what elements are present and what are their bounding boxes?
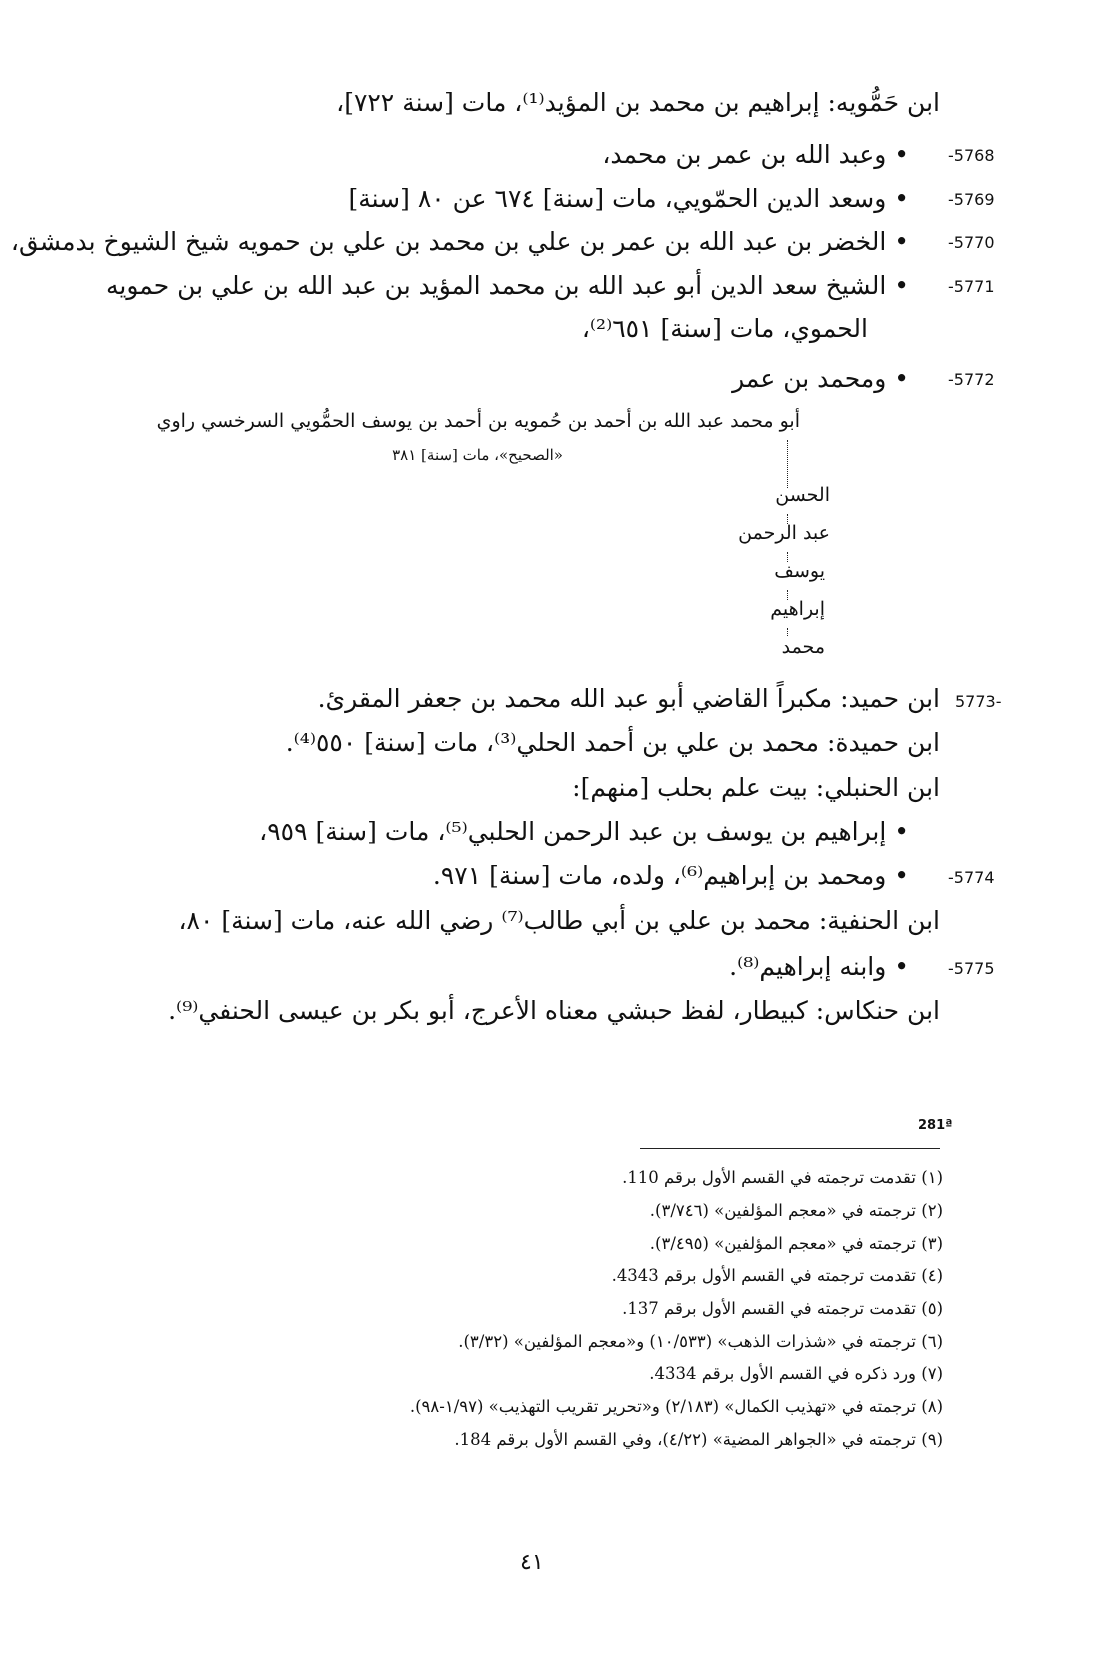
entry-number: 5773- [955,692,1002,711]
entry-number: -5770 [948,233,995,252]
tree-node: عبد الرحمن [738,522,830,544]
entry-ibn-humayd: ابن حميد: مكبراً القاضي أبو عبد الله محمد بن جعفر المقرئ. [317,684,940,713]
tree-connector [787,440,788,488]
footnote: (٤) تقدمت ترجمته في القسم الأول برقم 4343. [611,1266,943,1285]
footnote: (٩) ترجمته في «الجواهر المضية» (٤/٢٢)، وفي القسم الأول برقم 184. [454,1430,943,1449]
entry-line: • وابنه إبراهيم⁽⁸⁾. [729,952,909,981]
tree-root-note: «الصحيح»، مات [سنة] ٣٨١ [392,446,563,464]
tree-node: محمد [781,636,825,658]
tree-node: إبراهيم [770,598,825,620]
tree-connector [787,628,788,636]
entry-line: • ومحمد بن عمر [732,364,909,393]
entry-number: -5774 [948,868,995,887]
footnote: (٨) ترجمته في «تهذيب الكمال» (٢/١٨٣) و«تحرير تقريب التهذيب» (١/٩٧-٩٨). [409,1397,943,1416]
entry-number: -5772 [948,370,995,389]
entry-line: • الشيخ سعد الدين أبو عبد الله بن محمد المؤيد بن عبد الله بن علي بن حمويه [105,271,909,300]
entry-number: -5775 [948,959,995,978]
footnote: (١) تقدمت ترجمته في القسم الأول برقم 110. [622,1168,943,1187]
footnote: (٦) ترجمته في «شذرات الذهب» (١٠/٥٣٣) و«معجم المؤلفين» (٣/٣٢). [458,1332,943,1351]
entry-ibn-hankas: ابن حنكاس: كبيطار، لفظ حبشي معناه الأعرج، أبو بكر بن عيسى الحنفي⁽⁹⁾. [168,996,940,1025]
tree-node: يوسف [774,560,825,582]
footnote: (٥) تقدمت ترجمته في القسم الأول برقم 137. [622,1299,943,1318]
footnote: (٧) ورد ذكره في القسم الأول برقم 4334. [649,1364,943,1383]
entry-number: -5769 [948,190,995,209]
entry-line: • إبراهيم بن يوسف بن عبد الرحمن الحلبي⁽⁵⁾، مات [سنة] ٩٥٩، [259,817,909,846]
entry-line-continuation: الحموي، مات [سنة] ٦٥١⁽²⁾، [581,314,868,343]
tree-node: الحسن [775,484,830,506]
footnote-separator [640,1148,940,1149]
footnote: (٢) ترجمته في «معجم المؤلفين» (٣/٧٤٦). [649,1201,943,1220]
entry-line: • وعبد الله بن عمر بن محمد، [602,140,909,169]
entry-number: -5768 [948,146,995,165]
folio-marker: 281ª [918,1118,953,1133]
tree-root: أبو محمد عبد الله بن أحمد بن حُمويه بن أحمد بن يوسف الحمُّويي السرخسي راوي [156,410,800,432]
entry-ibn-al-hanafiyyah: ابن الحنفية: محمد بن علي بن أبي طالب⁽⁷⁾ رضي الله عنه، مات [سنة] ٨٠، [178,906,940,935]
entry-line: • ومحمد بن إبراهيم⁽⁶⁾، ولده، مات [سنة] ٩٧١. [432,861,909,890]
entry-ibn-al-hanbali: ابن الحنبلي: بيت علم بحلب [منهم]: [572,773,940,802]
page-number: ٤١ [520,1550,544,1575]
entry-line: • وسعد الدين الحمّويي، مات [سنة] ٦٧٤ عن ٨٠ [سنة] [348,184,909,213]
entry-number: -5771 [948,277,995,296]
entry-ibn-hammuyah: ابن حَمُّويه: إبراهيم بن محمد بن المؤيد⁽¹⁾، مات [سنة ٧٢٢]، [336,88,940,117]
entry-ibn-humaydah: ابن حميدة: محمد بن علي بن أحمد الحلي⁽³⁾، مات [سنة] ٥٥٠⁽⁴⁾. [285,728,940,757]
footnote: (٣) ترجمته في «معجم المؤلفين» (٣/٤٩٥). [649,1234,943,1253]
entry-line: • الخضر بن عبد الله بن عمر بن علي بن محمد بن علي بن حمويه شيخ الشيوخ بدمشق، [10,227,909,256]
